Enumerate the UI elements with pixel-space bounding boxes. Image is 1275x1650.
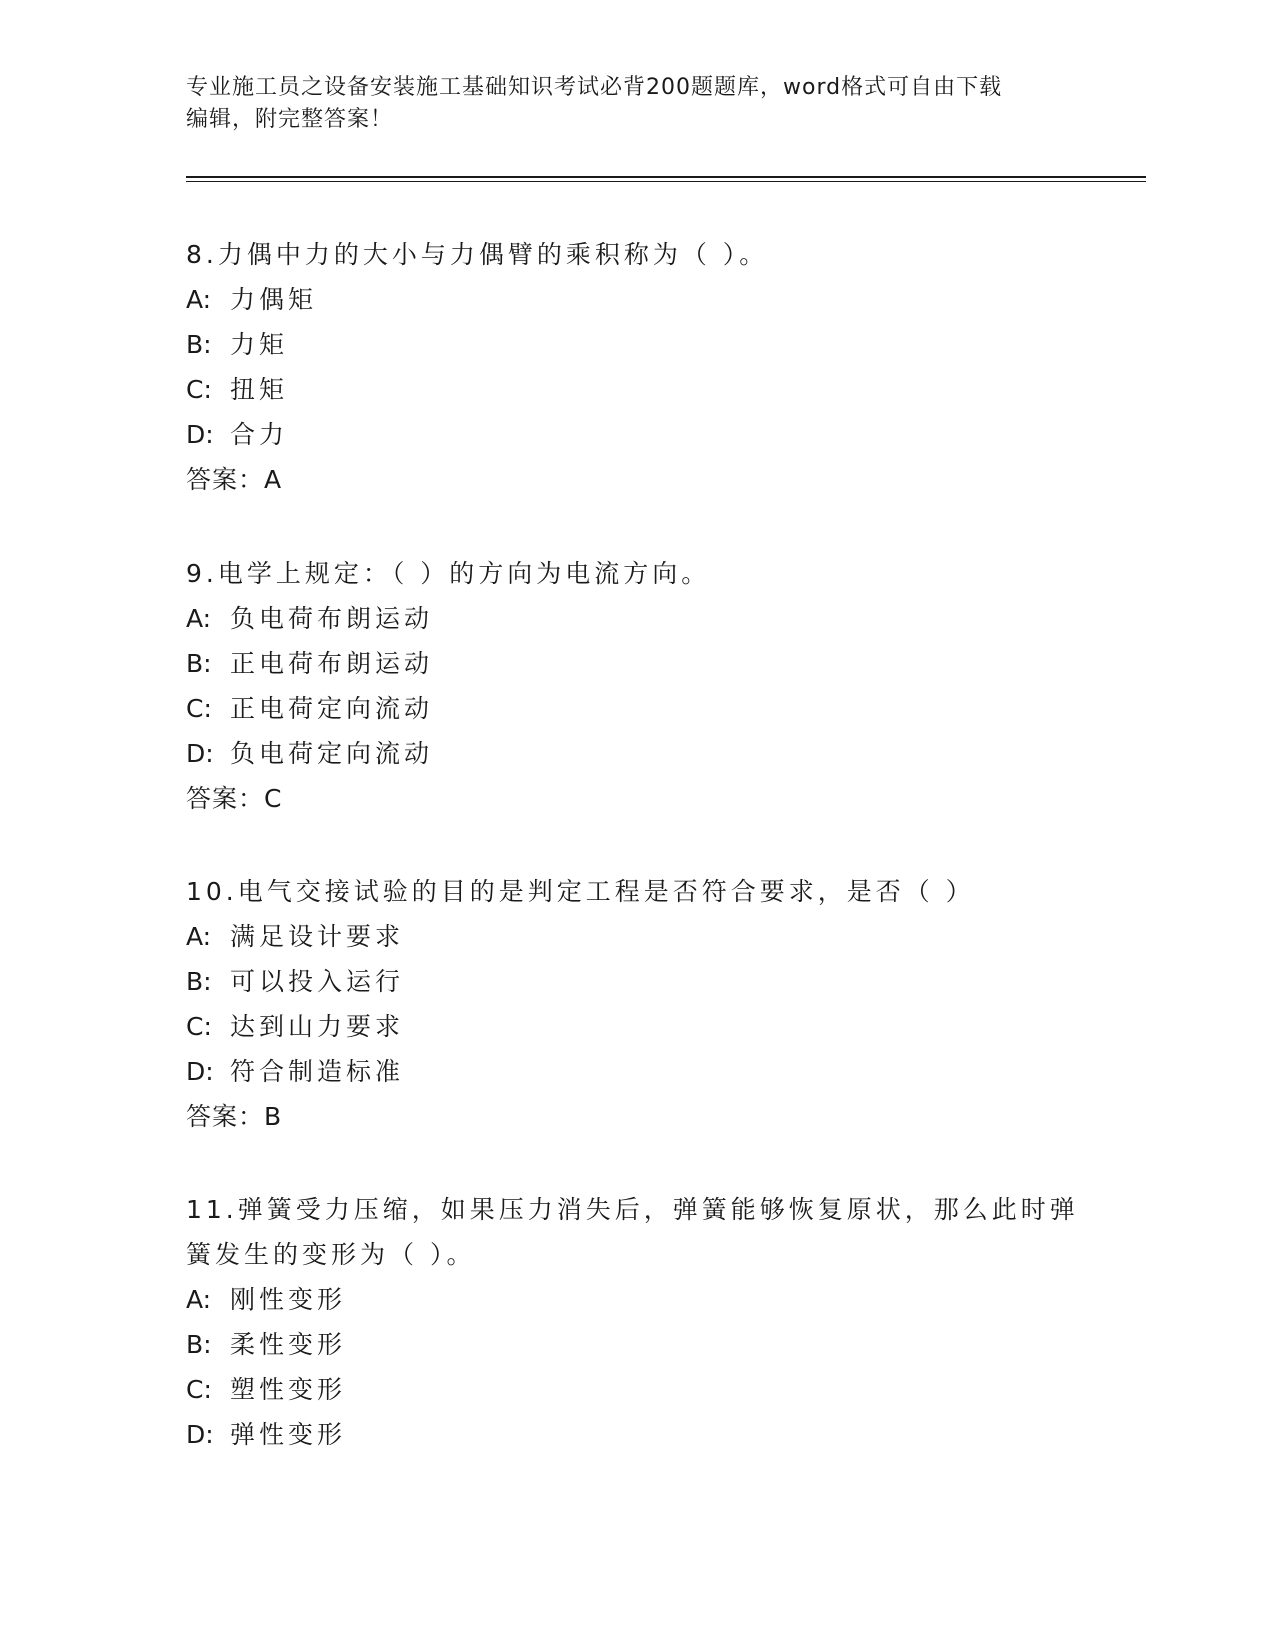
option-letter: C: (186, 375, 212, 404)
option-b (186, 1322, 1086, 1367)
question-stem: 9.电学上规定：（ ）的方向为电流方向。 (186, 559, 711, 588)
option-a (186, 596, 1086, 641)
option-letter: D: (186, 739, 214, 768)
option-letter: C: (186, 1012, 212, 1041)
option-text: 弹性变形 (230, 1420, 347, 1449)
option-letter: B: (186, 1330, 212, 1359)
option-text: 负电荷布朗运动 (230, 604, 434, 633)
option-letter: A: (186, 285, 212, 314)
header-line-1: 专业施工员之设备安装施工基础知识考试必背200题题库，word格式可自由下载 (186, 75, 1003, 100)
option-text: 刚性变形 (230, 1285, 347, 1314)
option-b (186, 959, 1086, 1004)
option-letter: A: (186, 604, 212, 633)
option-b (186, 641, 1086, 686)
answer-line: 答案：C (186, 784, 283, 813)
option-letter: A: (186, 1285, 212, 1314)
option-c (186, 1367, 1086, 1412)
option-a (186, 1277, 1086, 1322)
question-9 (186, 551, 1086, 822)
question-stem-line-1: 11.弹簧受力压缩，如果压力消失后，弹簧能够恢复原状，那么此时弹 (186, 1195, 1079, 1224)
option-text: 达到山力要求 (230, 1012, 405, 1041)
option-text: 正电荷定向流动 (230, 694, 434, 723)
answer-line: 答案：A (186, 465, 283, 494)
option-text: 符合制造标准 (230, 1057, 405, 1086)
question-stem-line-2: 簧发生的变形为（ ）。 (186, 1240, 476, 1269)
option-text: 可以投入运行 (230, 967, 405, 996)
option-text: 满足设计要求 (230, 922, 405, 951)
option-text: 力偶矩 (230, 285, 318, 314)
option-letter: B: (186, 330, 212, 359)
question-11 (186, 1187, 1086, 1457)
option-text: 正电荷布朗运动 (230, 649, 434, 678)
option-d (186, 731, 1086, 776)
option-letter: C: (186, 694, 212, 723)
option-d (186, 1049, 1086, 1094)
option-a (186, 277, 1086, 322)
option-text: 扭矩 (230, 375, 289, 404)
question-8 (186, 232, 1086, 503)
option-letter: B: (186, 967, 212, 996)
option-letter: D: (186, 420, 214, 449)
option-letter: D: (186, 1420, 214, 1449)
answer-line: 答案：B (186, 1102, 283, 1131)
header-line-2: 编辑，附完整答案！ (186, 107, 394, 132)
option-letter: C: (186, 1375, 212, 1404)
header-divider-thin (186, 181, 1146, 182)
option-text: 力矩 (230, 330, 289, 359)
option-c (186, 1004, 1086, 1049)
option-letter: A: (186, 922, 212, 951)
option-d (186, 1412, 1086, 1457)
option-b (186, 322, 1086, 367)
question-10 (186, 869, 1086, 1140)
option-text: 塑性变形 (230, 1375, 347, 1404)
option-d (186, 412, 1086, 457)
option-c (186, 686, 1086, 731)
question-stem: 10.电气交接试验的目的是判定工程是否符合要求，是否（ ） (186, 877, 975, 906)
option-c (186, 367, 1086, 412)
document-header (186, 72, 1066, 136)
question-stem: 8.力偶中力的大小与力偶臂的乘积称为（ ）。 (186, 240, 769, 269)
option-a (186, 914, 1086, 959)
option-text: 柔性变形 (230, 1330, 347, 1359)
option-text: 合力 (230, 420, 289, 449)
option-text: 负电荷定向流动 (230, 739, 434, 768)
header-divider-thick (186, 176, 1146, 178)
option-letter: D: (186, 1057, 214, 1086)
option-letter: B: (186, 649, 212, 678)
